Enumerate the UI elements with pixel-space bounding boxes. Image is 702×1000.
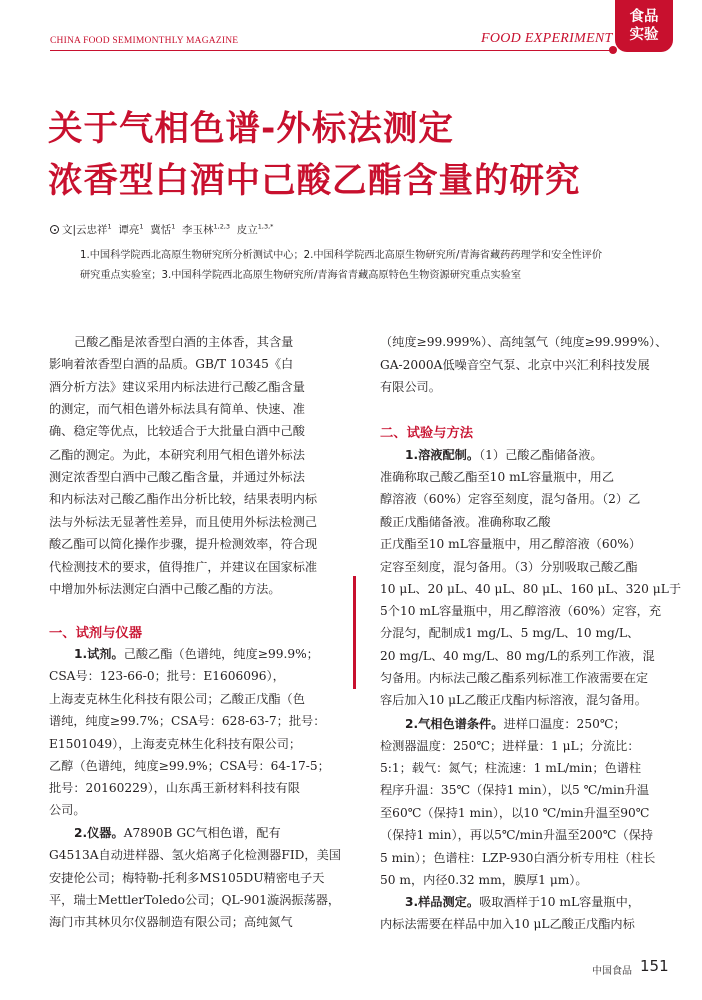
body-text-line: 谱纯，纯度≥99.7%；CSA号：628-63-7；批号： <box>49 714 326 728</box>
body-text-line: 5:1；载气：氮气；柱流速：1 mL/min；色谱柱 <box>380 761 642 775</box>
body-text-line: 测定浓香型白酒中己酸乙酯含量，并通过外标法 <box>49 470 305 484</box>
body-text-line: 批号：20160229），山东禹王新材料科技有限 <box>49 781 300 795</box>
body-text-line: 定容至刻度，混匀备用。（3）分别吸取己酸乙酯 <box>380 560 638 574</box>
body-text-line: 检测器温度：250℃；进样量：1 μL；分流比： <box>380 739 640 753</box>
body-text-line: 5个10 mL容量瓶中，用乙醇溶液（60%）定容，充 <box>380 604 662 618</box>
body-text-line: 2.仪器。A7890B GC气相色谱，配有 <box>74 826 281 840</box>
badge-line: 食品 <box>629 9 659 25</box>
author: 谭亮$^1$ <box>118 222 144 236</box>
body-text-line: 5 min）；色谱柱：LZP-930白酒分析专用柱（柱长 <box>380 851 656 865</box>
section-name: FOOD EXPERIMENT <box>481 31 613 46</box>
page-number: 151 <box>640 957 669 975</box>
body-text-line: CSA号：123-66-0；批号：E1606096）， <box>49 669 285 683</box>
body-text-line: 2.气相色谱条件。进样口温度：250℃； <box>405 717 626 731</box>
body-text-line: 酸乙酯可以简化操作步骤，提升检测效率，符合现 <box>49 537 318 551</box>
body-text-line: 确、稳定等优点，比较适合于大批量白酒中己酸 <box>49 424 305 438</box>
body-text-line: 3.样品测定。吸取酒样于10 mL容量瓶中， <box>405 895 640 909</box>
affiliation-line: 1.中国科学院西北高原生物研究所分析测试中心；2.中国科学院西北高原生物研究所/青海省藏药药理学和安全性评价 <box>80 250 603 261</box>
body-text-line: 正戊酯至10 mL容量瓶中，用乙醇溶液（60%） <box>380 537 642 551</box>
body-text-line: 10 μL、20 μL、40 μL、80 μL、160 μL、320 μL于 <box>380 582 682 596</box>
body-text-line: G4513A自动进样器、氢火焰离子化检测器FID，美国 <box>49 848 341 862</box>
body-text-line: （保持1 min），再以5℃/min升温至200℃（保持 <box>380 828 653 842</box>
title-line: 浓香型白酒中己酸乙酯含量的研究 <box>48 161 581 201</box>
body-text-line: 分混匀，配制成1 mg/L、5 mg/L、10 mg/L、 <box>380 626 640 640</box>
subsection-lead: 2.气相色谱条件。 <box>405 717 504 731</box>
body-text-line: 乙醇（色谱纯，纯度≥99.9%；CSA号：64-17-5； <box>49 759 330 773</box>
footer-journal: 中国食品 <box>592 966 632 977</box>
body-text-line: 酒分析方法》建议采用内标法进行己酸乙酯含量 <box>49 380 305 394</box>
body-text-line: 20 mg/L、40 mg/L、80 mg/L的系列工作液，混 <box>380 649 655 663</box>
body-text-line: 法与外标法无显著性差异，而且使用外标法检测己 <box>49 515 318 529</box>
accent-bar <box>353 576 356 689</box>
magazine-name: CHINA FOOD SEMIMONTHLY MAGAZINE <box>50 36 239 46</box>
body-text-line: 内标法需要在样品中加入10 μL乙酸正戊酯内标 <box>380 917 635 931</box>
body-text-line: 匀备用。内标法己酸乙酯系列标准工作液需要在定 <box>380 671 649 685</box>
body-text-line: 准确称取己酸乙酯至10 mL容量瓶中，用乙 <box>380 470 615 484</box>
body-text-line: 己酸乙酯是浓香型白酒的主体香，其含量 <box>74 335 294 349</box>
body-text-line: E1501049），上海麦克林生化科技有限公司； <box>49 737 302 751</box>
subsection-lead: 1.试剂。 <box>74 647 124 661</box>
badge-line: 实验 <box>629 27 659 43</box>
body-column-left <box>49 0 339 1000</box>
body-text-line: 50 m，内径0.32 mm，膜厚1 μm）。 <box>380 873 588 887</box>
body-text-line: 中增加外标法测定白酒中己酸乙酯的方法。 <box>49 582 281 596</box>
body-text-line: 酸正戊酯储备液。准确称取乙酸 <box>380 515 551 529</box>
author: 云忠祥$^1$ <box>76 222 112 236</box>
affiliation-line: 研究重点实验室；3.中国科学院西北高原生物研究所/青海省青藏高原特色生物资源研究重点实验室 <box>80 270 522 281</box>
section-heading: 二、试验与方法 <box>380 426 474 441</box>
author: 李玉林$^{1,2,3}$ <box>182 222 231 236</box>
title-line: 关于气相色谱-外标法测定 <box>48 109 454 149</box>
body-text-line: 程序升温：35℃（保持1 min），以5 ℃/min升温 <box>380 783 650 797</box>
body-text-line: 至60℃（保持1 min），以10 ℃/min升温至90℃ <box>380 806 650 820</box>
subsection-lead: 1.溶液配制。 <box>405 448 480 462</box>
body-text-line: 上海麦克林生化科技有限公司；乙酸正戊酯（色 <box>49 692 305 706</box>
author: 皮立$^{1,3,*}$ <box>236 222 274 236</box>
body-text-line: 影响着浓香型白酒的品质。GB/T 10345《白 <box>49 357 294 371</box>
body-text-line: 醇溶液（60%）定容至刻度，混匀备用。（2）乙 <box>380 492 641 506</box>
body-text-line: 和内标法对己酸乙酯作出分析比较，结果表明内标 <box>49 492 318 506</box>
body-text-line: 有限公司。 <box>380 380 441 394</box>
subsection-lead: 2.仪器。 <box>74 826 124 840</box>
body-text-line: 1.溶液配制。（1）己酸乙酯储备液。 <box>405 448 603 462</box>
body-text-line: 公司。 <box>49 803 86 817</box>
body-text-line: 乙酯的测定。为此，本研究利用气相色谱外标法 <box>49 448 305 462</box>
section-heading: 一、试剂与仪器 <box>49 626 143 641</box>
body-column-right <box>380 0 682 1000</box>
byline-separator: | <box>72 224 77 236</box>
body-text-line: 代检测技术的要求，值得推广，并建议在国家标准 <box>49 560 318 574</box>
byline-prefix: 文 <box>62 224 73 236</box>
author: 冀恬$^1$ <box>150 222 176 236</box>
body-text-line: 容后加入10 μL乙酸正戊酯内标溶液，混匀备用。 <box>380 693 647 707</box>
body-text-line: 的测定，而气相色谱外标法具有简单、快速、准 <box>49 402 305 416</box>
body-text-line: 平，瑞士MettlerToledo公司；QL-901漩涡振荡器， <box>49 893 341 907</box>
body-text-line: （纯度≥99.999%）、高纯氢气（纯度≥99.999%）、 <box>380 335 668 349</box>
body-text-line: 安捷伦公司；梅特勒-托利多MS105DU精密电子天 <box>49 871 325 885</box>
subsection-lead: 3.样品测定。 <box>405 895 480 909</box>
body-text-line: GA-2000A低噪音空气泵、北京中兴汇利科技发展 <box>380 358 650 372</box>
body-text-line: 海门市其林贝尔仪器制造有限公司；高纯氮气 <box>49 915 293 929</box>
body-text-line: 1.试剂。己酸乙酯（色谱纯，纯度≥99.9%； <box>74 647 319 661</box>
